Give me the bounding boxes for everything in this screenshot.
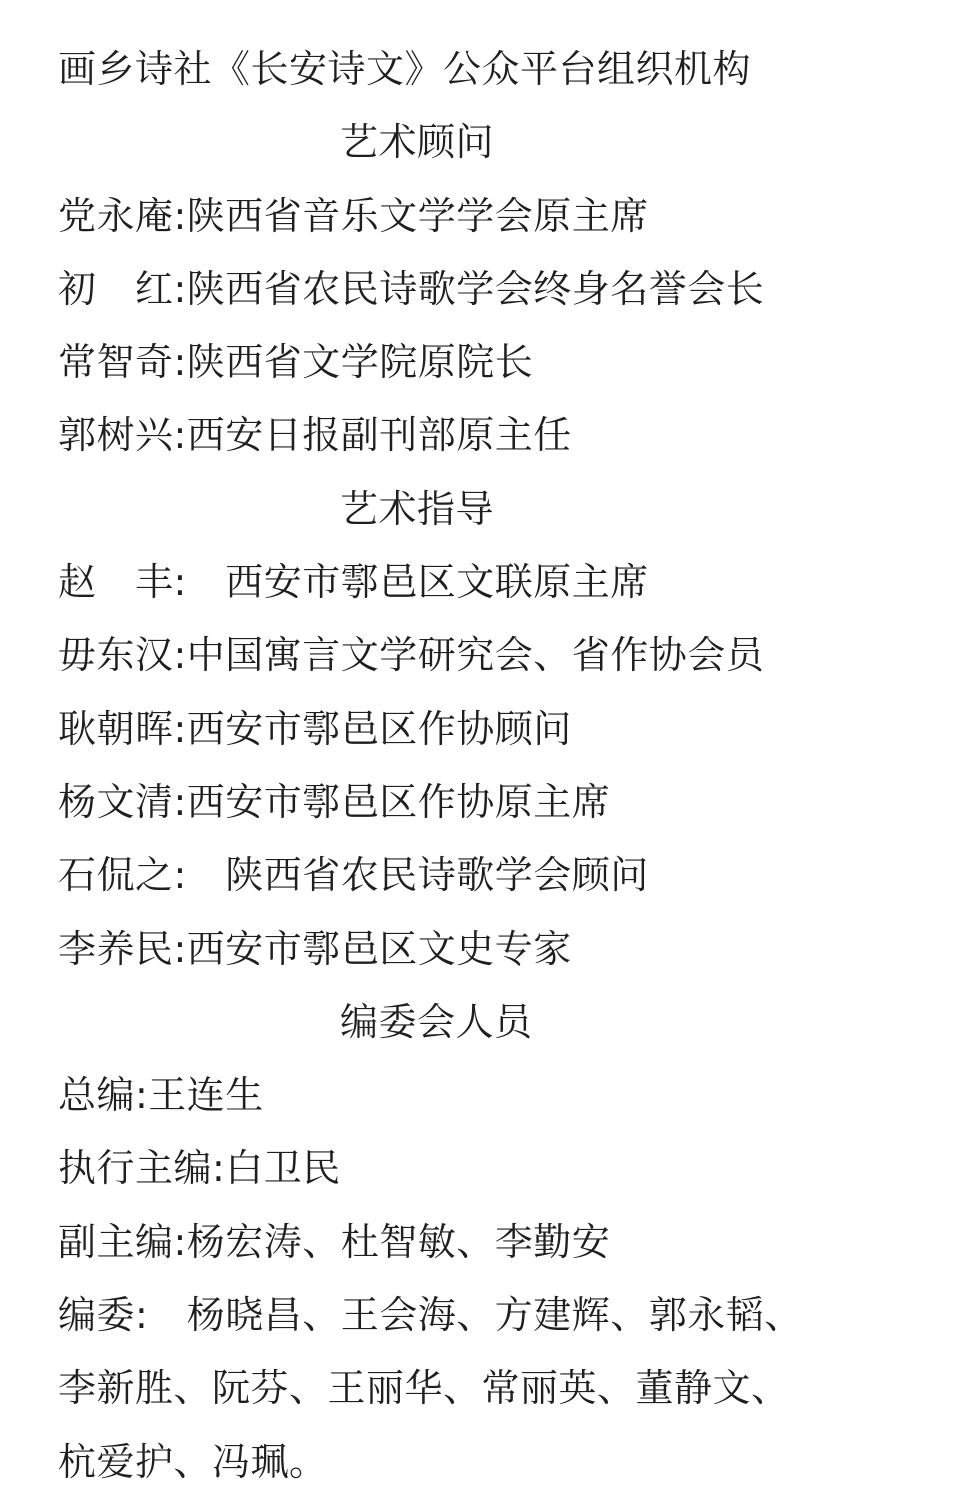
editorial-line: 执行主编:白卫民 [58, 1146, 341, 1191]
guidance-line: 毋东汉:中国寓言文学研究会、省作协会员 [58, 633, 765, 678]
editorial-line: 副主编:杨宏涛、杜智敏、李勤安 [58, 1219, 611, 1264]
advisor-line: 初 红:陕西省农民诗歌学会终身名誉会长 [58, 266, 765, 311]
guidance-line: 赵 丰: 西安市鄠邑区文联原主席 [58, 560, 649, 605]
advisor-line: 党永庵:陕西省音乐文学学会原主席 [58, 193, 649, 238]
section-heading-guidance: 艺术指导 [340, 486, 495, 531]
editorial-line: 编委: 杨晓昌、王会海、方建辉、郭永韬、 [58, 1293, 803, 1338]
advisor-line: 郭树兴:西安日报副刊部原主任 [58, 413, 572, 458]
guidance-line: 石侃之: 陕西省农民诗歌学会顾问 [58, 853, 649, 898]
advisor-line: 常智奇:陕西省文学院原院长 [58, 340, 534, 385]
document-title: 画乡诗社《长安诗文》公众平台组织机构 [58, 47, 752, 91]
editorial-line: 总编:王连生 [58, 1073, 264, 1118]
section-heading-editorial: 编委会人员 [340, 999, 533, 1044]
guidance-line: 耿朝晖:西安市鄠邑区作协顾问 [58, 706, 572, 751]
guidance-line: 李养民:西安市鄠邑区文史专家 [58, 926, 572, 971]
guidance-line: 杨文清:西安市鄠邑区作协原主席 [58, 779, 611, 824]
editorial-line: 杭爱护、冯珮。 [58, 1439, 328, 1484]
editorial-line: 李新胜、阮芬、王丽华、常丽英、董静文、 [58, 1366, 790, 1411]
section-heading-advisors: 艺术顾问 [340, 120, 495, 165]
